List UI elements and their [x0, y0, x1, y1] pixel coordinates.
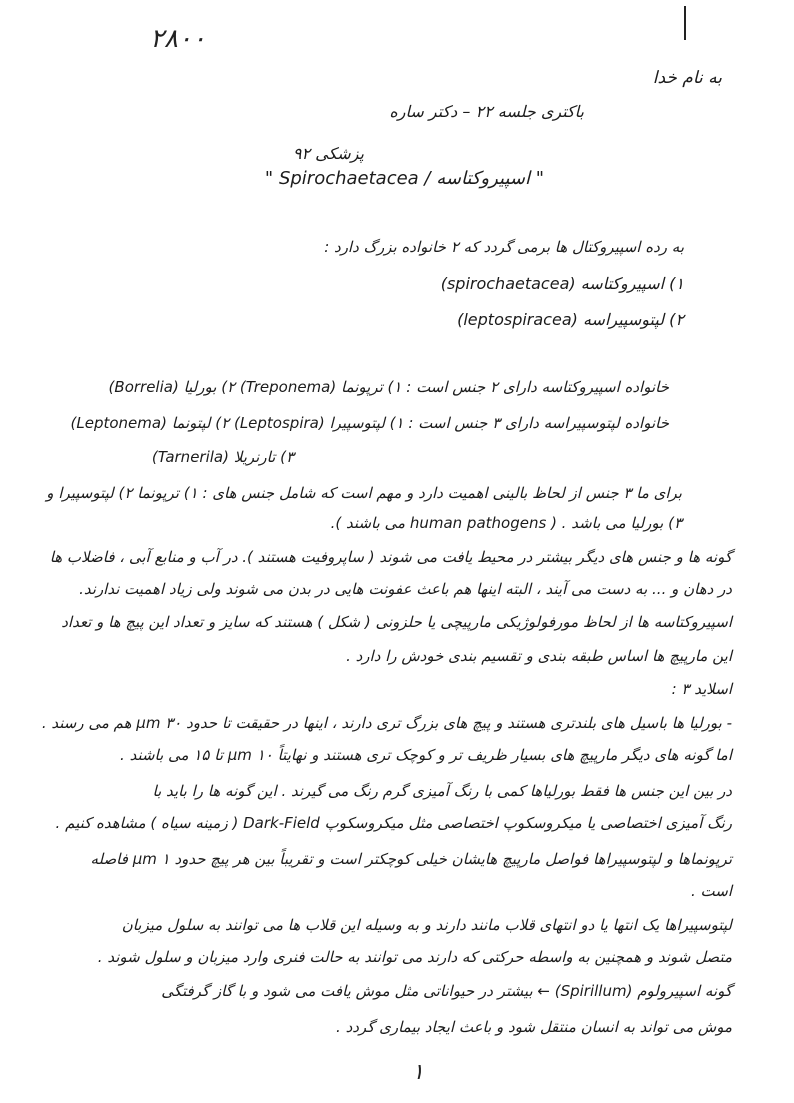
genera-line: ۳) تارنریلا (Tarnerila)	[151, 448, 294, 466]
binding-mark	[684, 6, 686, 40]
body-line: موش می تواند به انسان منتقل شود و باعث ایجاد بیماری گردد .	[336, 1018, 732, 1036]
slide-label: اسلاید ۳ :	[671, 680, 732, 698]
page-title: " اسپیروکتاسه / Spirochaetacea "	[264, 168, 544, 189]
body-line: رنگ آمیزی اختصاصی یا میکروسکوپ اختصاصی مثل میکروسکوپ Dark-Field ( زمینه سیاه ) مشاهده کنیم .	[55, 814, 732, 832]
body-line: لپتوسپیراها یک انتها یا دو انتهای قلاب مانند دارند و به وسیله این قلاب ها می توانند به سلول میزبان	[121, 916, 732, 934]
family-item: ۲) لپتوسپیراسه (leptospiracea)	[457, 310, 684, 329]
body-line: ۳) بورلیا می باشد . ( human pathogens می باشند ).	[330, 514, 682, 532]
body-line: متصل شوند و همچنین به واسطه حرکتی که دارند می توانند به حالت فنری وارد میزبان و سلول شوند .	[97, 948, 732, 966]
family-item: ۱) اسپیروکتاسه (spirochaetacea)	[440, 274, 684, 293]
body-line: گونه ها و جنس های دیگر بیشتر در محیط یافت می شوند ( ساپروفیت هستند ). در آب و منابع آبی ، فاضلاب ها	[49, 548, 732, 566]
body-line: - بورلیا ها باسیل های بلندتری هستند و پیچ های بزرگ تری دارند ، اینها در حقیقت تا حدود ۳۰ µm هم می رسند .	[41, 714, 732, 732]
body-line: اما گونه های دیگر مارپیچ های بسیار ظریف تر و کوچک تری هستند و نهایتاً ۱۰ µm تا ۱۵ می باشند .	[120, 746, 732, 764]
body-line: اسپیروکتاسه ها از لحاظ مورفولوژیکی مارپیچی یا حلزونی ( شکل ) هستند که سایز و تعداد این پیچ ها و تعداد	[61, 613, 732, 631]
bismillah: به نام خدا	[652, 68, 722, 88]
body-line: ترپونماها و لپتوسپیراها فواصل مارپیچ هایشان خیلی کوچکتر است و تقریباً بین هر پیچ حدود ۱ µm فاصله	[90, 850, 732, 868]
corner-mark: ۲۸۰۰	[150, 24, 206, 54]
class-line: پزشکی ۹۲	[292, 144, 364, 163]
page-number: ۱	[412, 1060, 424, 1085]
genera-line: خانواده لپتوسپیراسه دارای ۳ جنس است : ۱) لپتوسپیرا (Leptospira) ۲) لپتونما (Leptonema)	[70, 414, 669, 432]
body-line: در دهان و ... به دست می آیند ، البته اینها هم باعث عفونت هایی در بدن می شوند ولی زیاد اهمیت ندارند.	[79, 580, 732, 598]
genera-line: خانواده اسپیروکتاسه دارای ۲ جنس است : ۱) ترپونما (Treponema) ۲) بورلیا (Borrelia)	[108, 378, 669, 396]
body-line: برای ما ۳ جنس از لحاظ بالینی اهمیت دارد و مهم است که شامل جنس های : ۱) ترپونما ۲) لپتوسپیرا و	[46, 484, 682, 502]
body-line: در بین این جنس ها فقط بورلیاها کمی با رنگ آمیزی گرم رنگ می گیرند . این گونه ها را باید با	[152, 782, 732, 800]
body-line: گونه اسپیرولوم (Spirillum) ← بیشتر در حیواناتی مثل موش یافت می شود و با گاز گرفتگی	[161, 982, 732, 1000]
body-line: است .	[690, 882, 732, 900]
intro-line: به رده اسپیروکتال ها برمی گردد که ۲ خانواده بزرگ دارد :	[324, 238, 684, 256]
course-line: باکتری جلسه ۲۲ – دکتر ساره	[389, 102, 584, 121]
body-line: این مارپیچ ها اساس طبقه بندی و تقسیم بندی خودش را دارد .	[346, 647, 732, 665]
